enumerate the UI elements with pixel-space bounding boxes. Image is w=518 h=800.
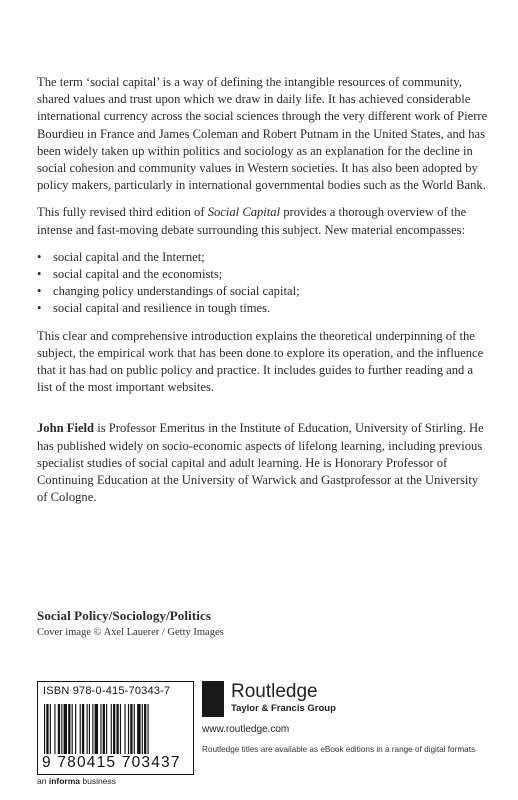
routledge-logo-icon — [202, 681, 227, 717]
publisher-block — [231, 682, 336, 714]
informa-suffix: business — [80, 776, 116, 786]
ebook-availability-note: Routledge titles are available as eBook editions in a range of digital formats — [202, 745, 476, 754]
subject-block — [37, 608, 224, 638]
list-item-text: social capital and the Internet; — [53, 249, 205, 264]
blurb-paragraph-2-start: This fully revised third edition of — [37, 205, 208, 220]
isbn-barcode — [37, 681, 194, 775]
publisher-group: Taylor & Francis Group — [231, 703, 336, 714]
cover-image-credit: Cover image © Axel Lauerer / Getty Images — [37, 627, 224, 638]
informa-prefix: an — [37, 776, 49, 786]
list-item-text: social capital and the economists; — [53, 267, 223, 282]
list-item-text: social capital and resilience in tough times. — [53, 301, 271, 316]
blurb-paragraph-2 — [37, 204, 489, 238]
isbn-label: ISBN 978-0-415-70343-7 — [43, 685, 171, 697]
blurb-paragraph-3: This clear and comprehensive introduction explains the theoretical underpinning of the subject, the empirical work that has been done to explore its operation, and the influence that it has had on public policy and practice. It includes guides to further reading and a list of the most important websites. — [37, 328, 484, 395]
bullet-icon: • — [37, 249, 42, 264]
bullet-icon: • — [37, 267, 42, 282]
publisher-website-link: www.routledge.com — [202, 724, 290, 735]
list-item — [37, 266, 489, 283]
bullet-icon: • — [37, 301, 42, 316]
book-title-italic: Social Capital — [207, 205, 281, 220]
author-bio — [37, 420, 489, 506]
subject-category: Social Policy/Sociology/Politics — [37, 608, 211, 623]
new-material-list — [37, 249, 489, 318]
barcode-bars — [44, 704, 190, 754]
blurb — [37, 74, 489, 516]
author-bio-text: is Professor Emeritus in the Institute of Education, University of Stirling. He has published widely on socio-economic aspects of lifelong learning, including previous specialist studies of social capital and adult learning. He is Honorary Professor of Continuing Education at the University of Warwick and Gastprofessor at the University of Cologne. — [37, 421, 484, 505]
bullet-icon: • — [37, 284, 42, 299]
barcode-digits: 9 780415 703437 — [42, 754, 181, 771]
blurb-paragraph-2-end: provides a thorough overview of the intense and fast-moving debate surrounding this subject. New material encompasses: — [37, 205, 467, 237]
list-item — [37, 249, 489, 266]
list-item — [37, 283, 489, 300]
informa-brand: informa — [48, 776, 80, 786]
author-name: John Field — [37, 421, 95, 436]
blurb-paragraph-1: The term ‘social capital’ is a way of defining the intangible resources of community, shared values and trust upon which we draw in daily life. It has achieved considerable international currency across the social sciences through the very different work of Pierre Bourdieu in France and James Coleman and Robert Putnam in the United States, and has been widely taken up within politics and sociology as an explanation for the decline in social cohesion and community values in Western societies. It has also been adopted by policy makers, particularly in international governmental bodies such as the World Bank. — [37, 75, 488, 193]
publisher-name: Routledge — [231, 681, 318, 702]
svg-text:ROUTLEDGE: ROUTLEDGE — [222, 683, 227, 715]
informa-business-tag — [37, 776, 116, 786]
list-item — [37, 300, 489, 317]
list-item-text: changing policy understandings of social capital; — [53, 284, 300, 299]
